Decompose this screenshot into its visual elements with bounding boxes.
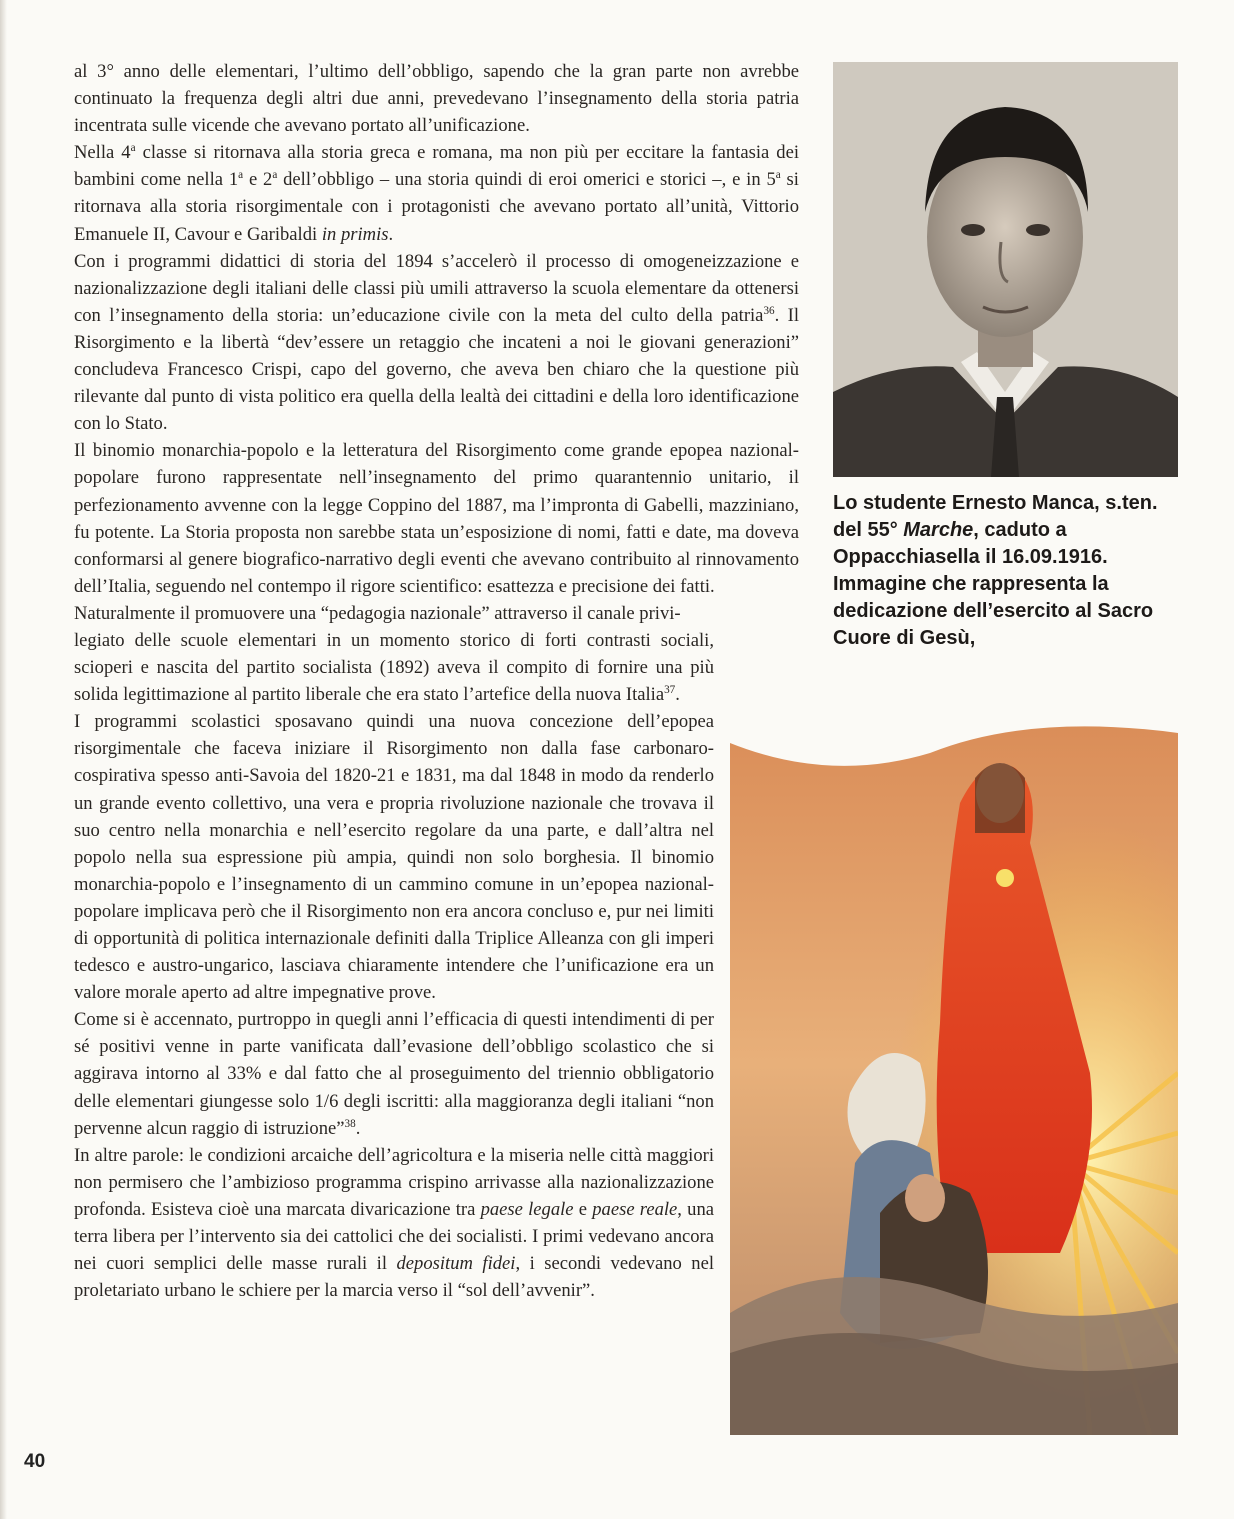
footnote-ref-37: 37 xyxy=(664,683,676,696)
paragraph-3: Con i programmi didattici di storia del 1894 s’accelerò il processo di omogeneizzazione e nazionalizzazione degli italiani delle classi più umili attraverso la scuola elementare da ottenersi con l’insegnamento della storia: un’educazione civile con la meta del culto della patria$^{36}$. Il Risorgimento e la libertà “dev’essere un retaggio che incateni a noi le giovani generazioni” concludeva Francesco Crispi, capo del governo, che aveva ben chiaro che la questione più rilevante dal punto di vista politico era quella della lealtà dei cittadini e della loro identificazione con lo Stato. xyxy=(74,250,800,435)
paragraph-6: I programmi scolastici sposavano quindi una nuova concezione dell’epopea risorgimentale che faceva iniziare il Risorgimento non dalla fase carbonaro-cospirativa spesso anti-Savoia del 1820-21 e 1831, ma dal 1848 in modo da renderlo un grande evento collettivo, una vera e propria rivoluzione nazionale che trovava il suo centro nella monarchia e nell’esercito regolare da una parte, e dall’altra nel popolo nella sua espressione più ampia, quindi non solo borghesia. Il binomio monarchia-popolo e l’insegnamento di un cammino comune in un’epopea nazional-popolare implicava però che il Risorgimento non era ancora concluso e, pur nei limiti di opportunità di politica internazionale definiti dalla Triplice Alleanza con gli imperi tedesco e austro-ungarico, lasciava chiaramente intendere che l’unificazione era un valore morale aperto ad altre impegnative prove. xyxy=(74,711,714,1004)
footnote-ref-38: 38 xyxy=(344,1117,356,1130)
paragraph-4: Il binomio monarchia-popolo e la letteratura del Risorgimento come grande epopea nazional-popolare furono rappresentate nell’insegnamento del primo quarantennio unitario, il perfezionamento avvenne con la legge Coppino del 1887, ma l’impronta di Gabelli, mazziniano, fu potente. La Storia proposta non sarebbe stata un’esposizione di nomi, fatti e date, ma doveva conformarsi al genere biografico-narrativo degli eventi che avevano contribuito al rinnovamento dell’Italia, seguendo nel contempo il rigore scientifico: esattezza e precisione dei fatti. xyxy=(74,440,799,597)
sacred-heart-painting xyxy=(730,693,1178,1435)
portrait-illustration xyxy=(833,62,1178,477)
paragraph-1: al 3° anno delle elementari, l’ultimo dell’obbligo, sapendo che la gran parte non avrebbe continuato la frequenza degli altri due anni, prevedevano l’insegnamento della storia patria incentrata sulle vicende che avevano portato all’unificazione. xyxy=(74,61,799,137)
figure-caption: Lo studente Ernesto Manca, s.ten. del 55° Marche, caduto a Oppacchiasella il 16.09.1916. Immagine che rappresenta la dedicazione dell’esercito al Sacro Cuore di Gesù, xyxy=(833,492,1158,649)
paragraph-7: Come si è accennato, purtroppo in quegli anni l’efficacia di questi intendimenti di per sé positivi venne in parte vanificata dall’evasione dell’obbligo scolastico che si aggirava intorno al 33% e dal fatto che al proseguimento del triennio obbligatorio delle elementari giungesse solo 1/6 degli iscritti: alla maggioranza degli italiani “non pervenne alcun raggio di istruzione”$^{38}$. xyxy=(74,1009,714,1139)
body-text xyxy=(74,58,799,1304)
paragraph-5-rest: legiato delle scuole elementari in un momento storico di forti contrasti sociali, scioperi e nascita del partito socialista (1892) aveva il compito di fornire una più solida legittimazione al partito liberale che era stato l’artefice della nuova Italia$^{37}$. xyxy=(74,629,714,706)
narrow-text-block xyxy=(74,627,714,1304)
page-number: 40 xyxy=(24,1451,46,1472)
paragraph-5-start: Naturalmente il promuovere una “pedagogia nazionale” attraverso il canale privi- xyxy=(74,602,681,624)
portrait-photo xyxy=(833,62,1178,477)
page-fold-shadow xyxy=(0,0,7,1519)
paragraph-8: In altre parole: le condizioni arcaiche dell’agricoltura e la miseria nelle città maggiori non permisero che l’ambizioso programma crispino arrivasse alla nazionalizzazione profonda. Esisteva cioè una marcata divaricazione tra paese legale e paese reale, una terra libera per l’intervento sia dei cattolici che dei socialisti. I primi vedevano ancora nei cuori semplici delle masse rurali il depositum fidei, i secondi vedevano nel proletariato urbano le schiere per la marcia verso il “sol dell’avvenir”. xyxy=(74,1144,714,1302)
paragraph-2: Nella 4$^a$ classe si ritornava alla storia greca e romana, ma non più per eccitare la fantasia dei bambini come nella 1$^a$ e 2$^a$ dell’obbligo – una storia quindi di eroi omerici e storici –, e in 5$^a$ si ritornava alla storia risorgimentale con i protagonisti che avevano portato all’unità, Vittorio Emanuele II, Cavour e Garibaldi in primis. xyxy=(74,142,799,245)
footnote-ref-36: 36 xyxy=(763,304,775,317)
painting-illustration xyxy=(730,693,1178,1435)
